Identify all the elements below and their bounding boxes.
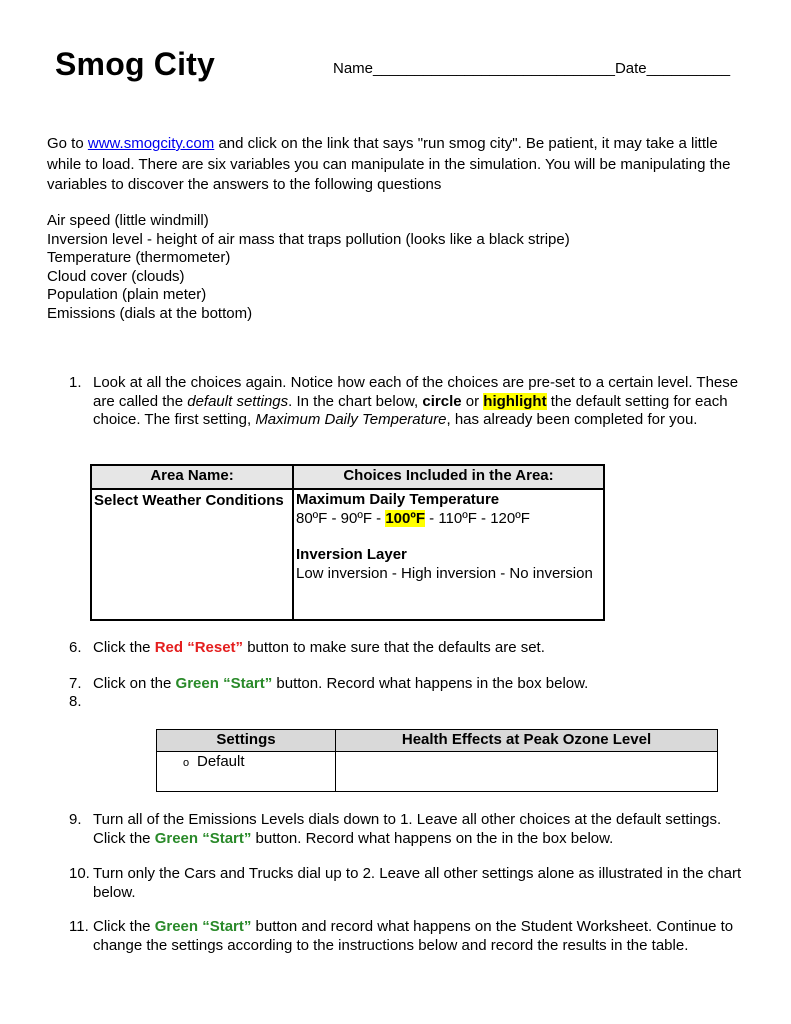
default-settings-table [90, 464, 605, 621]
table-header-choices: Choices Included in the Area: [293, 465, 604, 489]
settings-cell: o Default [157, 752, 336, 792]
variable-item: Cloud cover (clouds) [47, 267, 185, 285]
table-header-settings: Settings [157, 730, 336, 752]
question-text: Click on the Green “Start” button. Record what happens in the box below. [93, 675, 589, 692]
inversion-choices[interactable]: Low inversion - High inversion - No inversion [296, 564, 593, 582]
table-header-area: Area Name: [91, 465, 293, 489]
page-title: Smog City [55, 46, 216, 82]
question-number: 9. [69, 811, 82, 828]
question-text: Click the Red “Reset” button to make sure that the defaults are set. [93, 639, 545, 656]
choices-cell [293, 489, 604, 620]
variables-list [47, 212, 570, 323]
question-number: 1. [69, 374, 82, 391]
smogcity-link[interactable]: www.smogcity.com [87, 135, 215, 152]
question-number: 8. [69, 693, 82, 710]
date-blank[interactable]: __________ [646, 60, 731, 77]
question-number: 6. [69, 639, 82, 656]
variable-item: Temperature (thermometer) [47, 249, 231, 266]
health-effects-cell[interactable] [336, 752, 718, 792]
question-text: Look at all the choices again. Notice how each of the choices are pre-set to a certain level. These are called the default settings. In the chart below, circle or highlight the default setting for each choice. The first setting, Maximum Daily Temperature, has already been completed for you. [93, 374, 739, 428]
area-name-cell: Select Weather Conditions [91, 489, 293, 620]
question-number: 7. [69, 675, 82, 692]
question-number: 10. [69, 865, 90, 882]
question-text: Turn all of the Emissions Levels dials down to 1. Leave all other choices at the default settings. Click the Green “Start” button. Record what happens on the in the box below. [93, 811, 722, 847]
name-label: Name [333, 60, 374, 77]
variable-item: Air speed (little windmill) [47, 212, 209, 229]
variable-item: Emissions (dials at the bottom) [47, 304, 253, 322]
name-blank[interactable]: _____________________________ [373, 60, 615, 77]
question-text: Turn only the Cars and Trucks dial up to 2. Leave all other settings alone as illustrated in the chart below. [93, 865, 742, 901]
temp-title: Maximum Daily Temperature [296, 491, 500, 508]
intro-paragraph: Go to www.smogcity.com and click on the link that says "run smog city". Be patient, it may take a little while to load. There are six variables you can manipulate in the simulation. You will be manipulating the variables to discover the answers to the following questions [47, 135, 731, 193]
highlighted-default: 100ºF [385, 509, 425, 527]
variable-item: Inversion level - height of air mass that traps pollution (looks like a black stripe) [47, 230, 570, 248]
temp-choices[interactable]: 80ºF - 90ºF - 100ºF - 110ºF - 120ºF [296, 509, 530, 527]
date-label: Date [614, 60, 647, 77]
inversion-title: Inversion Layer [296, 546, 407, 563]
table-header-health: Health Effects at Peak Ozone Level [336, 730, 718, 752]
health-effects-table [156, 729, 718, 792]
question-number: 11. [69, 918, 89, 935]
variable-item: Population (plain meter) [47, 286, 207, 303]
name-field [333, 60, 730, 77]
question-text: Click the Green “Start” button and record what happens on the Student Worksheet. Continue to change the settings according to the instructions below and record the results in the table. [93, 918, 734, 954]
bullet-icon: o [183, 757, 190, 769]
